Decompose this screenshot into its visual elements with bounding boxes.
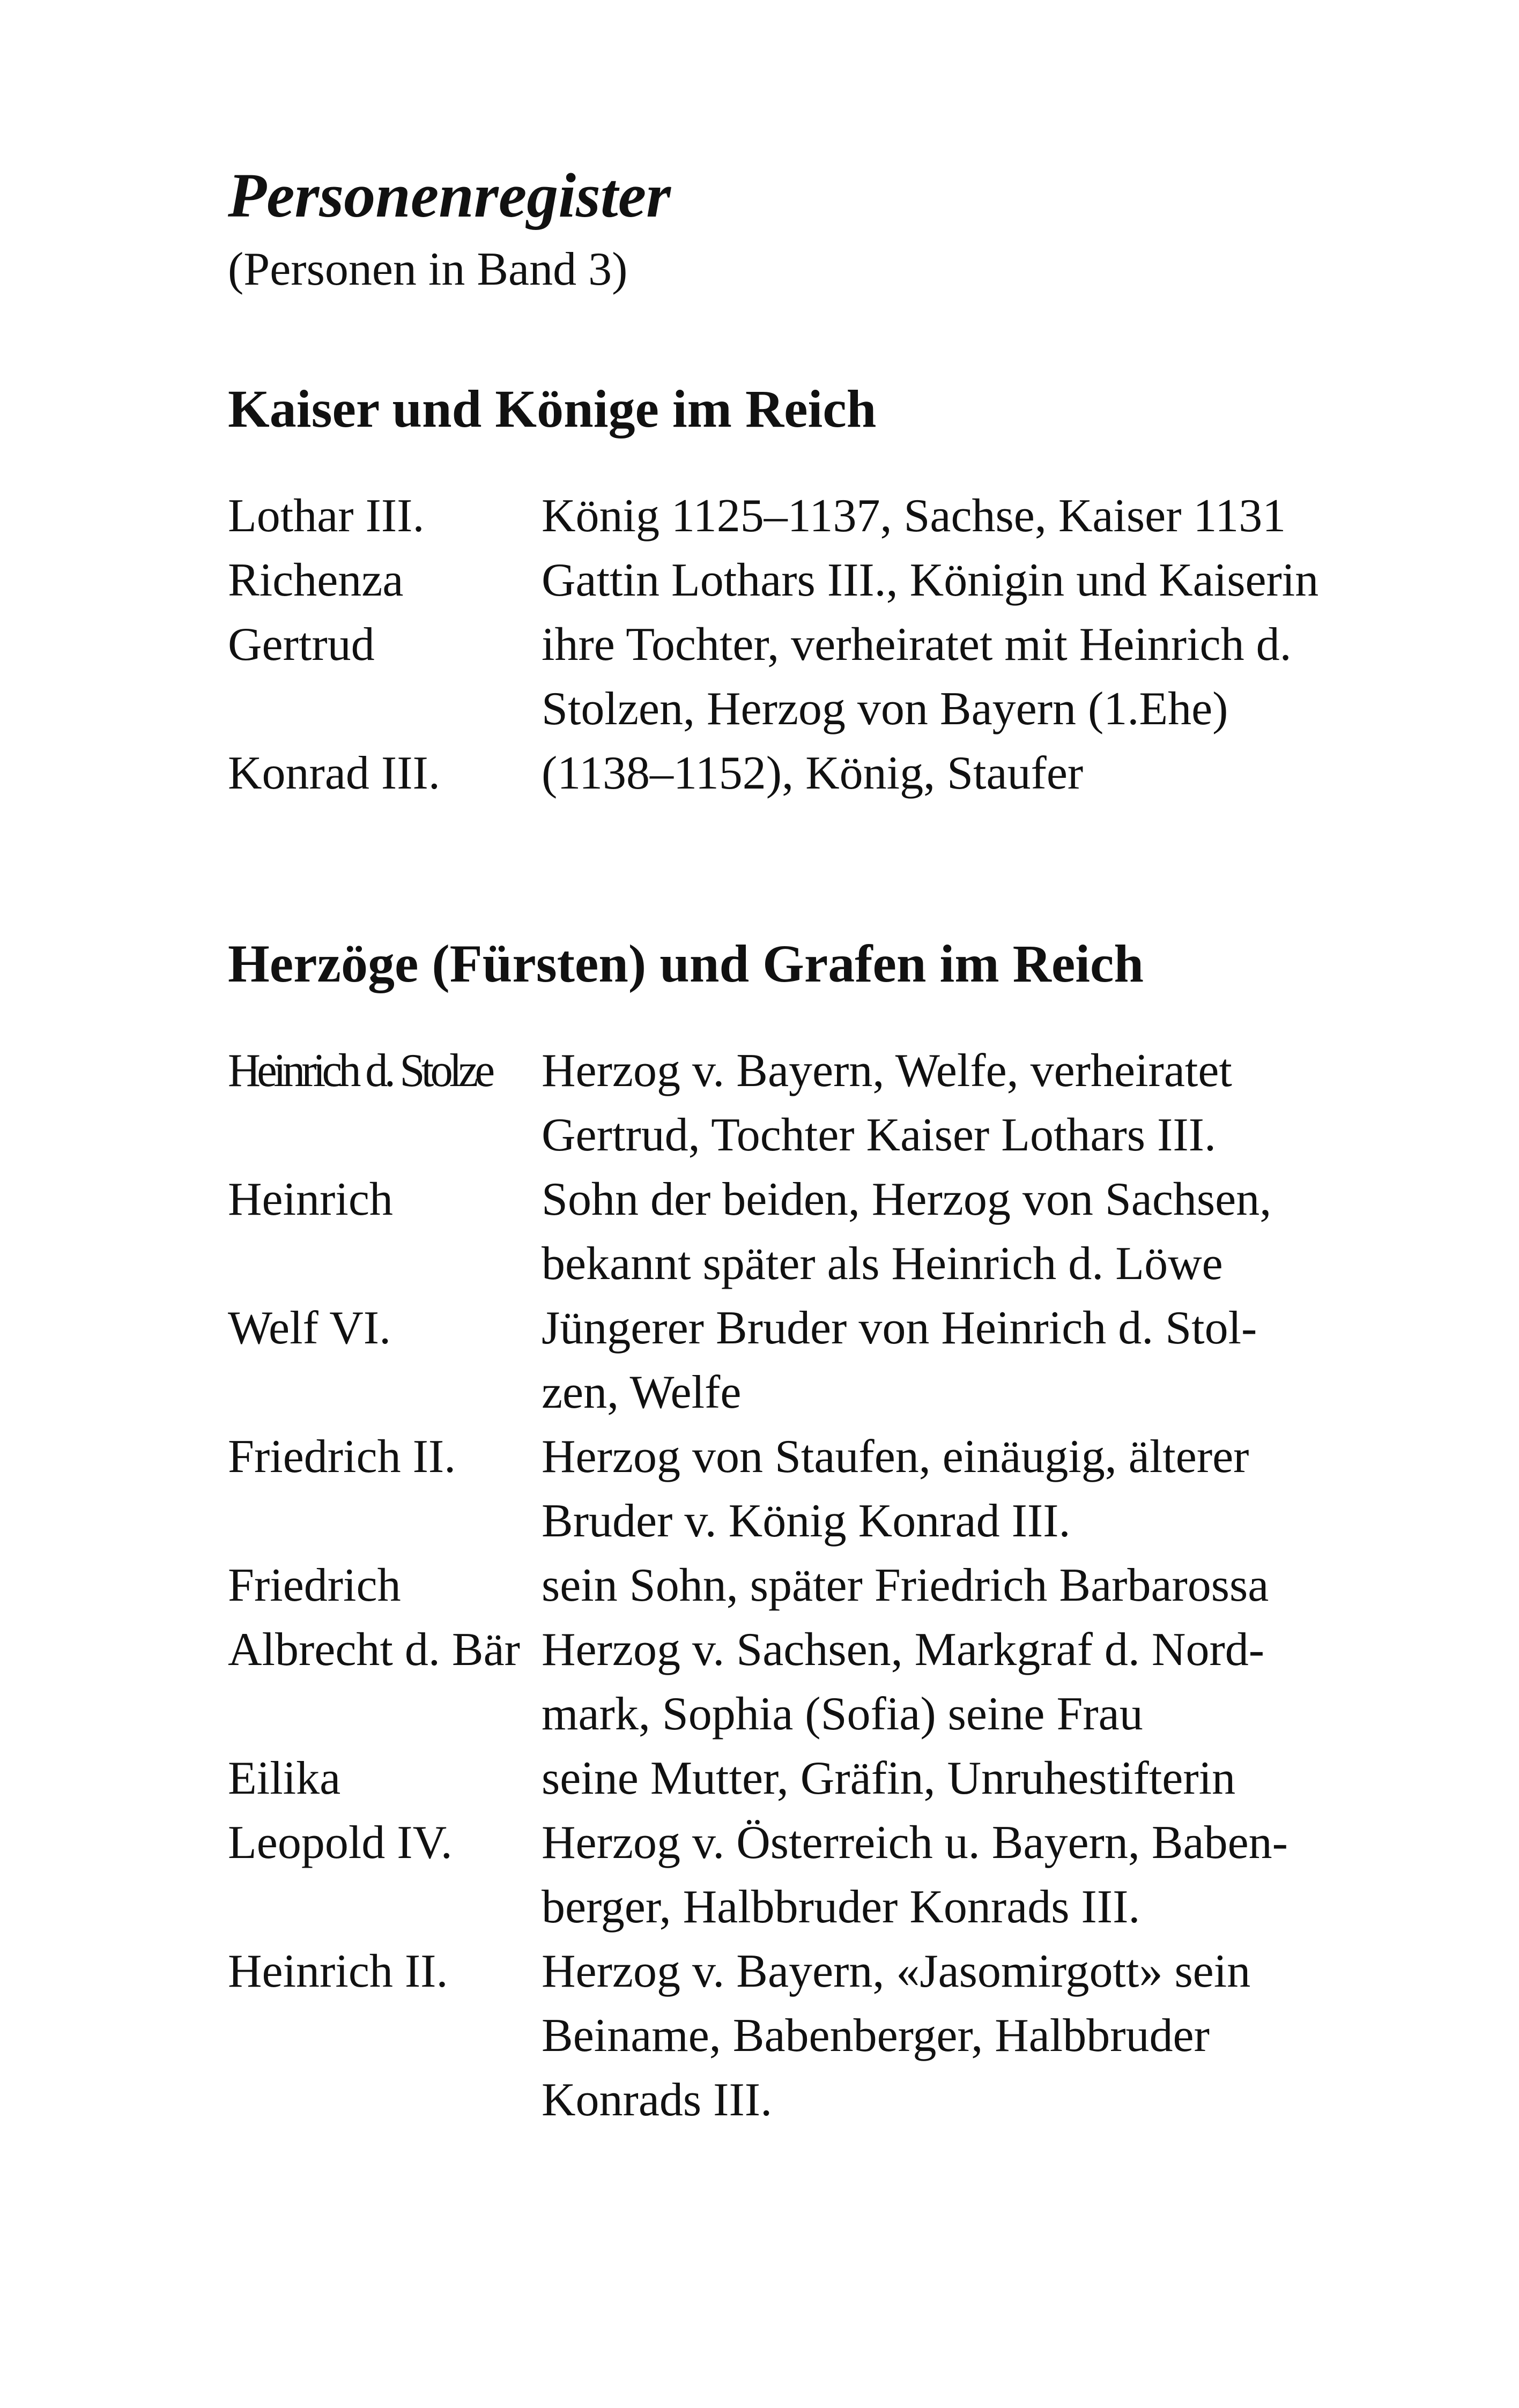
register-entry — [228, 484, 1354, 548]
entry-description: seine Mutter, Gräfin, Unruhestifterin — [542, 1752, 1236, 1804]
register-entry — [228, 741, 1354, 806]
entry-description: ihre Tochter, verheiratet mit Heinrich d. Stolzen, Herzog von Bayern (1.Ehe) — [542, 619, 1292, 735]
entry-description: sein Sohn, später Friedrich Barbarossa — [542, 1559, 1269, 1611]
entry-name: Eilika — [228, 1752, 341, 1804]
entry-name: Heinrich — [228, 1173, 393, 1225]
entry-description: Herzog v. Österreich u. Bayern, Baben- berger, Halbbruder Konrads III. — [542, 1817, 1288, 1933]
entry-description: Gattin Lothars III., Königin und Kaiserin — [542, 554, 1319, 606]
entry-name: Heinrich d. Stolze — [228, 1045, 492, 1097]
entry-description: Sohn der beiden, Herzog von Sachsen, bekannt später als Heinrich d. Löwe — [542, 1173, 1272, 1290]
section-heading-kaiser-koenige: Kaiser und Könige im Reich — [228, 379, 877, 439]
section-heading-herzoege-grafen: Herzöge (Fürsten) und Grafen im Reich — [228, 934, 1144, 993]
entry-name: Leopold IV. — [228, 1817, 453, 1869]
register-entry — [228, 1618, 1354, 1746]
entry-description: (1138–1152), König, Staufer — [542, 747, 1084, 799]
entry-name: Welf VI. — [228, 1302, 391, 1354]
entry-description: Herzog von Staufen, einäugig, älterer Bruder v. König Konrad III. — [542, 1431, 1249, 1547]
register-entry — [228, 1939, 1354, 2132]
entry-name: Richenza — [228, 554, 404, 606]
entry-list-herzoege-grafen — [228, 1039, 1354, 2132]
entry-name: Konrad III. — [228, 747, 440, 799]
entry-name: Albrecht d. Bär — [228, 1624, 520, 1676]
entry-description: Herzog v. Bayern, Welfe, verheiratet Gertrud, Tochter Kaiser Lothars III. — [542, 1045, 1232, 1161]
register-entry — [228, 1296, 1354, 1425]
entry-name: Friedrich — [228, 1559, 401, 1611]
entry-list-kaiser-koenige — [228, 484, 1354, 806]
entry-description: König 1125–1137, Sachse, Kaiser 1131 — [542, 490, 1286, 542]
register-entry — [228, 1554, 1354, 1618]
register-entry — [228, 1039, 1354, 1168]
entry-name: Gertrud — [228, 619, 375, 671]
register-entry — [228, 1746, 1354, 1811]
entry-description: Jüngerer Bruder von Heinrich d. Stol- zen, Welfe — [542, 1302, 1257, 1418]
entry-name: Friedrich II. — [228, 1431, 456, 1483]
entry-name: Heinrich II. — [228, 1945, 448, 1997]
page-title: Personenregister — [228, 160, 671, 231]
page-subtitle: (Personen in Band 3) — [228, 243, 628, 295]
register-entry — [228, 1811, 1354, 1939]
register-entry — [228, 548, 1354, 613]
register-entry — [228, 613, 1354, 741]
register-entry — [228, 1425, 1354, 1554]
entry-name: Lothar III. — [228, 490, 425, 542]
entry-description: Herzog v. Bayern, «Jasomirgott» sein Beiname, Babenberger, Halbbruder Konrads III. — [542, 1945, 1251, 2126]
entry-description: Herzog v. Sachsen, Markgraf d. Nord- mark, Sophia (Sofia) seine Frau — [542, 1624, 1265, 1740]
register-page — [228, 161, 1354, 2132]
register-entry — [228, 1168, 1354, 1296]
